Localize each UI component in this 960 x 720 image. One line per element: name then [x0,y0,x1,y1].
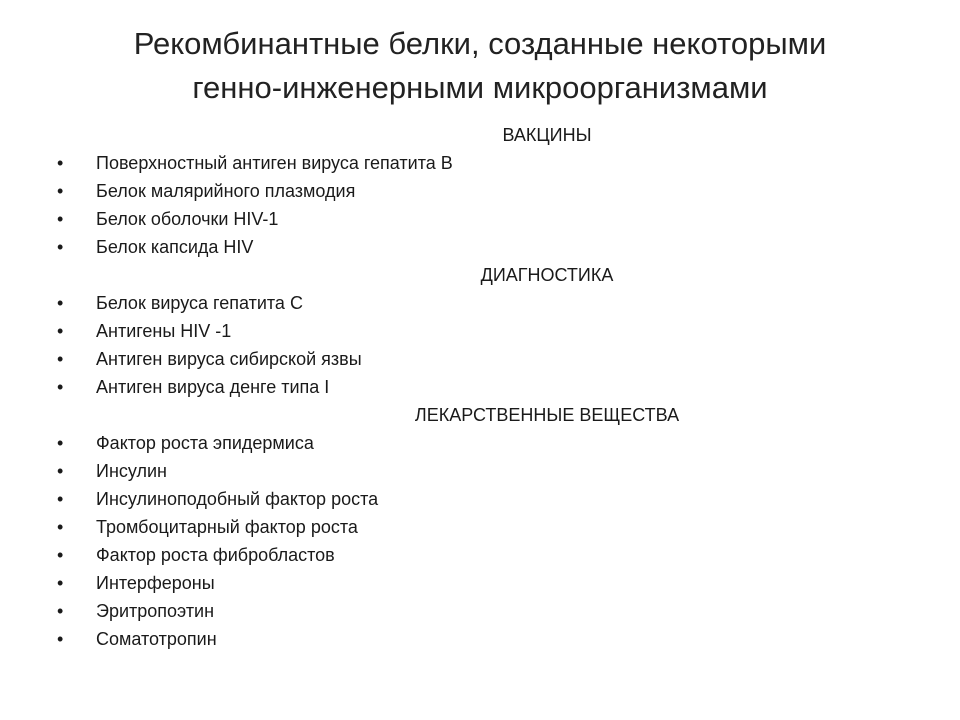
bullet-icon: • [57,629,64,649]
list-item [57,625,897,653]
bullet-icon: • [57,601,64,621]
bullet-icon: • [57,321,64,341]
list-item [57,177,897,205]
list-item-text: Белок малярийного плазмодия [96,181,356,201]
list-item [57,485,897,513]
slide-title [60,22,900,110]
list-item-text: Эритропоэтин [96,601,215,621]
list-item-text: Инсулиноподобный фактор роста [96,489,379,509]
list-item-text: Антиген вируса сибирской язвы [96,349,362,369]
list-item-text: Соматотропин [96,629,217,649]
list-item [57,233,897,261]
bullet-icon: • [57,377,64,397]
list-item [57,317,897,345]
list-item-text: Интерфероны [96,573,215,593]
section-heading-drugs: ЛЕКАРСТВЕННЫЕ ВЕЩЕСТВА [414,405,680,425]
bullet-icon: • [57,433,64,453]
section-heading-vaccines: ВАКЦИНЫ [502,125,592,145]
bullet-icon: • [57,517,64,537]
list-item [57,429,897,457]
list-item [57,373,897,401]
slide-title-line-2: генно-инженерными микроорганизмами [192,70,768,105]
bullet-icon: • [57,573,64,593]
list-item-text: Поверхностный антиген вируса гепатита В [96,153,453,173]
bullet-icon: • [57,293,64,313]
bullet-icon: • [57,153,64,173]
list-item-text: Белок капсида HIV [96,237,254,257]
list-item [57,457,897,485]
list-item [57,345,897,373]
list-item-text: Инсулин [96,461,167,481]
bullet-icon: • [57,181,64,201]
list-item [57,149,897,177]
slide-title-line-1: Рекомбинантные белки, созданные некоторыми [133,26,827,61]
list-item-text: Фактор роста эпидермиса [96,433,314,453]
list-item [57,289,897,317]
bullet-icon: • [57,209,64,229]
list-item-text: Белок вируса гепатита С [96,293,303,313]
list-item-text: Фактор роста фибробластов [96,545,335,565]
list-item [57,597,897,625]
list-item [57,541,897,569]
bullet-icon: • [57,237,64,257]
list-item [57,569,897,597]
list-item-text: Тромбоцитарный фактор роста [96,517,358,537]
bullet-icon: • [57,545,64,565]
slide-content [57,121,897,653]
list-item [57,513,897,541]
list-item-text: Белок оболочки HIV-1 [96,209,279,229]
list-item-text: Антиген вируса денге типа I [96,377,330,397]
bullet-icon: • [57,489,64,509]
bullet-icon: • [57,349,64,369]
section-heading-diagnostics: ДИАГНОСТИКА [480,265,614,285]
list-item [57,205,897,233]
bullet-icon: • [57,461,64,481]
list-item-text: Антигены HIV -1 [96,321,232,341]
